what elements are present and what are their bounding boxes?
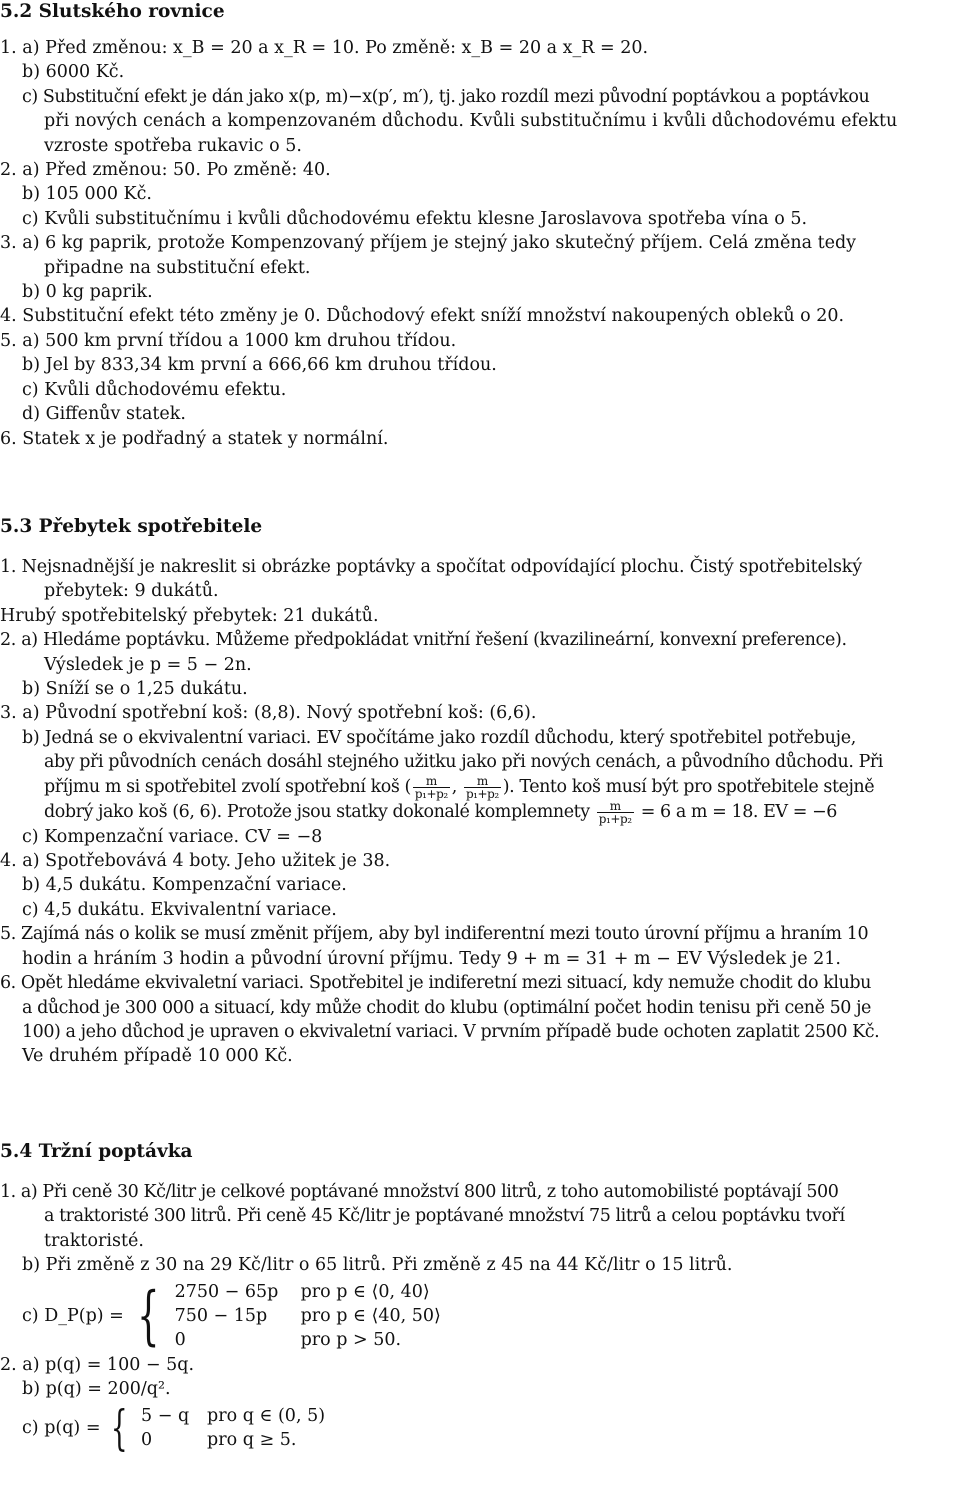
text-line: 3. a) Původní spotřební koš: (8,8). Nový spotřební koš: (6,6). (0, 703, 537, 724)
text-line: Výsledek je p = 5 − 2n. (44, 654, 252, 675)
text-line: c) Kompenzační variace. CV = −8 (22, 826, 323, 847)
section-title: 5.4 Tržní poptávka (0, 1141, 193, 1162)
text-line: 2. a) p(q) = 100 − 5q. (0, 1354, 195, 1375)
text-line: b) Jedná se o ekvivalentní variaci. EV spočítáme jako rozdíl důchodu, který spotřebitel potřebuje, (22, 727, 857, 748)
fraction-denominator: p₁+p₂ (414, 786, 448, 801)
section-title: 5.2 Slutského rovnice (0, 1, 225, 22)
fraction-numerator: m (464, 775, 501, 788)
text-line: b) 4,5 dukátu. Kompenzační variace. (22, 875, 347, 896)
cases-list (175, 1280, 441, 1353)
text-fragment: = 6 a m = 18. EV = −6 (640, 801, 837, 822)
left-brace: { (137, 1279, 160, 1354)
text-line: 4. a) Spotřebovává 4 boty. Jeho užitek je 38. (0, 851, 391, 872)
case-condition: pro p ∈ ⟨40, 50⟩ (300, 1306, 441, 1327)
case-condition: pro q ∈ (0, 5) (207, 1405, 326, 1426)
case-row (141, 1404, 325, 1428)
equation-label: c) p(q) = (22, 1417, 101, 1438)
text-line: a důchod je 300 000 a situací, kdy může chodit do klubu (optimální počet hodin tenisu při ceně 50 je (22, 997, 871, 1018)
text-line: 3. a) 6 kg paprik, protože Kompenzovaný příjem je stejný jako skutečný příjem. Celá změna tedy (0, 233, 857, 254)
text-fragment: příjmu m si spotřebitel zvolí spotřební koš ( (44, 776, 411, 797)
case-row (141, 1428, 325, 1452)
text-line: b) Při změně z 30 na 29 Kč/litr o 65 litrů. Při změně z 45 na 44 Kč/litr o 15 litrů. (22, 1255, 733, 1276)
section-5-2 (0, 0, 960, 451)
equation-cases (0, 1280, 960, 1353)
text-fragment: ). Tento koš musí být pro spotřebitele stejně (502, 776, 875, 797)
text-line: 5. Zajímá nás o kolik se musí změnit příjem, aby byl indiferentní mezi touto úrovní příjmu a hraním 10 (0, 924, 869, 945)
fraction (413, 775, 450, 800)
cases-list (141, 1404, 325, 1453)
text-line: aby při původních cenách dosáhl stejného užitku jako při nových cenách, a původního důchodu. Při (44, 752, 883, 773)
text-line: b) Jel by 833,34 km první a 666,66 km druhou třídou. (22, 355, 497, 376)
text-line: vzroste spotřeba rukavic o 5. (44, 135, 302, 156)
case-condition: pro p ∈ ⟨0, 40⟩ (300, 1281, 430, 1302)
fraction (464, 775, 501, 800)
text-line: c) 4,5 dukátu. Ekvivalentní variace. (22, 899, 337, 920)
case-expression: 2750 − 65p (174, 1281, 279, 1302)
text-line: Hrubý spotřebitelský přebytek: 21 dukátů. (0, 605, 379, 626)
section-title: 5.3 Přebytek spotřebitele (0, 516, 263, 537)
text-line: 6. Opět hledáme ekvivaletní variaci. Spotřebitel je indiferetní mezi situací, kdy nemuže chodit do klubu (0, 973, 871, 994)
equation-label: c) D_P(p) = (22, 1306, 124, 1327)
fraction-denominator: p₁+p₂ (465, 786, 499, 801)
text-line: b) p(q) = 200/q². (22, 1379, 171, 1400)
text-line (0, 800, 960, 825)
text-line: c) Kvůli substitučnímu i kvůli důchodovému efektu klesne Jaroslavova spotřeba vína o 5. (22, 208, 808, 229)
text-line: 2. a) Hledáme poptávku. Můžeme předpokládat vnitřní řešení (kvazilineární, konvexní preference). (0, 630, 847, 651)
text-line: 1. Nejsnadnější je nakreslit si obrázke poptávky a spočítat odpovídající plochu. Čistý spotřebitelský (0, 557, 862, 577)
fraction-denominator: p₁+p₂ (598, 811, 632, 826)
text-line: traktoristé. (44, 1230, 144, 1251)
case-condition: pro q ≥ 5. (207, 1430, 297, 1451)
text-line: přebytek: 9 dukátů. (44, 581, 219, 602)
case-condition: pro p > 50. (300, 1330, 402, 1351)
text-line: příjmu m si spotřebitel zvolí spotřební koš ( $\frac{m}{\text{p₁+p₂}}$ , $\frac{m}{\text{p₁+p₂}}$ ). Tento koš musí být pro spotřebitele stejně (44, 773, 875, 801)
text-line: Ve druhém případě 10 000 Kč. (22, 1046, 293, 1067)
text-line: d) Giffenův statek. (22, 404, 186, 425)
text-line: 100) a jeho důchod je upraven o ekvivaletní variaci. V prvním případě bude ochoten zaplatit 2500 Kč. (22, 1021, 880, 1042)
text-line: při nových cenách a kompenzovaném důchodu. Kvůli substitučnímu i kvůli důchodovému efektu (44, 111, 898, 132)
text-line: 5. a) 500 km první třídou a 1000 km druhou třídou. (0, 330, 457, 351)
text-line: 1. a) Před změnou: x_B = 20 a x_R = 10. Po změně: x_B = 20 a x_R = 20. (0, 38, 649, 58)
case-expression: 5 − q (141, 1405, 190, 1426)
fraction-numerator: m (413, 775, 450, 788)
case-row (175, 1304, 441, 1328)
case-row (175, 1280, 441, 1304)
text-line: připadne na substituční efekt. (44, 257, 311, 278)
fraction-numerator: m (597, 800, 634, 813)
equation-cases (0, 1400, 960, 1457)
text-line: b) 105 000 Kč. (22, 184, 152, 205)
text-line: 2. a) Před změnou: 50. Po změně: 40. (0, 160, 331, 181)
case-expression: 0 (174, 1330, 186, 1351)
text-line: b) 0 kg paprik. (22, 282, 153, 303)
text-line: b) 6000 Kč. (22, 62, 125, 83)
text-line: 6. Statek x je podřadný a statek y normální. (0, 428, 389, 449)
text-line: 1. a) Při ceně 30 Kč/litr je celkové poptávané množství 800 litrů, z toho automobilisté poptávají 500 (0, 1182, 839, 1202)
case-expression: 0 (141, 1430, 153, 1451)
text-line: c) Kvůli důchodovému efektu. (22, 379, 287, 400)
text-line: b) Sníží se o 1,25 dukátu. (22, 679, 248, 700)
text-fragment: dobrý jako koš (6, 6). Protože jsou statky dokonalé komplemnety (44, 801, 590, 822)
section-5-4 (0, 1140, 960, 1457)
text-line: a traktoristé 300 litrů. Při ceně 45 Kč/litr je poptávané množství 75 litrů a celou poptávku tvoří (44, 1206, 845, 1227)
section-5-3 (0, 515, 960, 1069)
text-line: 4. Substituční efekt této změny je 0. Důchodový efekt sníží množství nakoupených obleků o 20. (0, 306, 845, 327)
fraction (597, 800, 634, 825)
text-line: c) Substituční efekt je dán jako x(p, m)−x(p′, m′), tj. jako rozdíl mezi původní poptávkou a poptávkou (22, 86, 870, 107)
left-brace: { (111, 1400, 129, 1457)
case-row (175, 1328, 441, 1352)
text-line: hodin a hráním 3 hodin a původní úrovní příjmu. Tedy 9 + m = 31 + m − EV Výsledek je 21. (22, 948, 841, 969)
case-expression: 750 − 15p (174, 1306, 268, 1327)
